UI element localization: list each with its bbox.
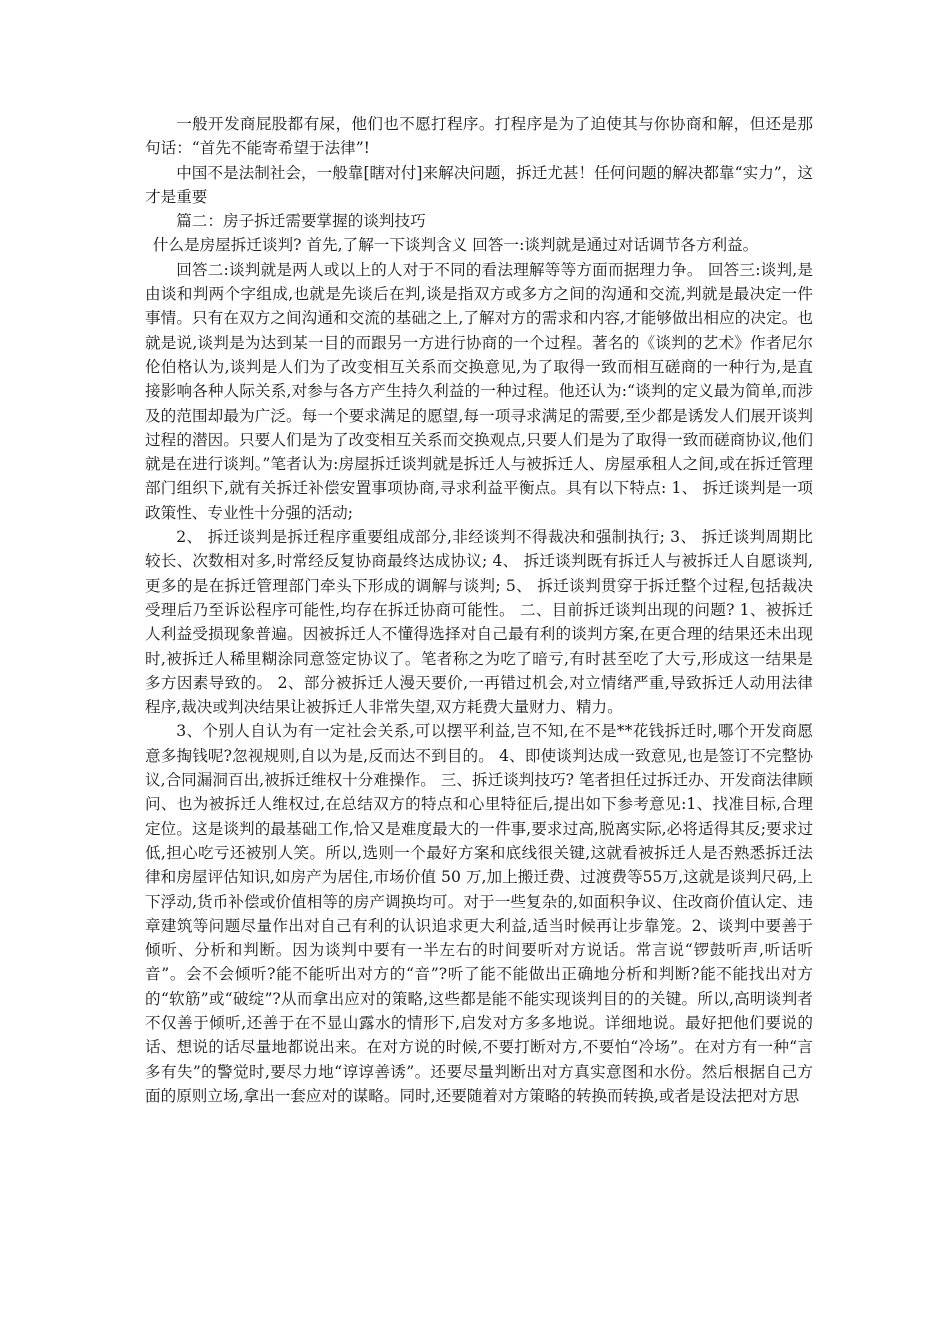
paragraph-techniques: 3、个别人自认为有一定社会关系,可以摆平利益,岂不知,在不是**花钱拆迁时,哪个开发商愿意多掏钱呢?忽视规则,自以为是,反而达不到目的。 4、即使谈判达成一致意见,也是签订不完整协议,合同漏洞百出,被拆迁维权十分难操作。 三、拆迁谈判技巧? 笔者担任过拆迁办、开发商法律顾问、也为被拆迁人维权过,在总结双方的特点和心里特征后,提出如下参考意见:1、找准目标,合理定位。这是谈判的最基础工作,恰又是难度最大的一件事,要求过高,脱离实际,必将适得其反;要求过低,担心吃亏还被别人笑。所以,选则一个最好方案和底线很关键,这就看被拆迁人是否熟悉拆迁法律和房屋评估知识,如房产为居住,市场价值 50 万,加上搬迁费、过渡费等55万,这就是谈判尺码,上下浮动,货币补偿或价值相等的房产调换均可。对于一些复杂的,如面积争议、住改商价值认定、违章建筑等问题尽量作出对自己有利的认识追求更大利益,适当时候再让步靠笼。2、谈判中要善于倾听、分析和判断。因为谈判中要有一半左右的时间要听对方说话。常言说“锣鼓听声,听话听音”。会不会倾听?能不能听出对方的“音”?听了能不能做出正确地分析和判断?能不能找出对方的“软筋”或“破绽”?从而拿出应对的策略,这些都是能不能实现谈判目的的关键。所以,高明谈判者不仅善于倾听,还善于在不显山露水的情形下,启发对方多多地说。详细地说。最好把他们要说的话、想说的话尽量地都说出来。在对方说的时候,不要打断对方,不要怕“冷场”。在对方有一种“言多有失”的警觉时,要尽力地“谆谆善诱”。还要尽量判断出对方真实意图和水份。然后根据自己方面的原则立场,拿出一套应对的谋略。同时,还要随着对方策略的转换而转换,或者是设法把对方思: [145, 722, 813, 1105]
paragraph-definitions: 回答二:谈判就是两人或以上的人对于不同的看法理解等等方面而据理力争。 回答三:谈判,是由谈和判两个字组成,也就是先谈后在判,谈是指双方或多方之间的沟通和交流,判就是最决定一件事情。只有在双方之间沟通和交流的基础之上,了解对方的需求和内容,才能够做出相应的决定。也就是说,谈判是为达到某一目的而跟另一方进行协商的一个过程。著名的《谈判的艺术》作者尼尔伦伯格认为,谈判是人们为了改变相互关系而交换意见,为了取得一致而相互磋商的一种行为,是直接影响各种人际关系,对参与各方产生持久利益的一种过程。他还认为:“谈判的定义最为简单,而涉及的范围却最为广泛。每一个要求满足的愿望,每一项寻求满足的需要,至少都是诱发人们展开谈判过程的潜因。只要人们是为了改变相互关系而交换观点,只要人们是为了取得一致而磋商协议,他们就是在进行谈判。”笔者认为:房屋拆迁谈判就是拆迁人与被拆迁人、房屋承租人之间,或在拆迁管理部门组织下,就有关拆迁补偿安置事项协商,寻求利益平衡点。具有以下特点: 1、 拆迁谈判是一项政策性、专业性十分强的活动;: [145, 260, 813, 522]
paragraph-what-is-negotiation: 什么是房屋拆迁谈判? 首先,了解一下谈判含义 回答一:谈判就是通过对话调节各方利益。: [152, 236, 759, 255]
paragraph-characteristics: 2、 拆迁谈判是拆迁程序重要组成部分,非经谈判不得裁决和强制执行; 3、 拆迁谈判周期比较长、次数相对多,时常经反复协商最终达成协议; 4、 拆迁谈判既有拆迁人与被拆迁人自愿谈判,更多的是在拆迁管理部门牵头下形成的调解与谈判; 5、 拆迁谈判贯穿于拆迁整个过程,包括裁决受理后乃至诉讼程序可能性,均存在拆迁协商可能性。 二、目前拆迁谈判出现的问题? 1、被拆迁人利益受损现象普遍。因被拆迁人不懂得选择对自己最有利的谈判方案,在更合理的结果还未出现时,被拆迁人稀里糊涂同意签定协议了。笔者称之为吃了暗亏,有时甚至吃了大亏,形成这一结果是多方因素导致的。 2、部分被拆迁人漫天要价,一再错过机会,对立情绪严重,导致拆迁人动用法律程序,裁决或判决结果让被拆迁人非常失望,双方耗费大量财力、精力。: [145, 528, 813, 717]
section-heading: 篇二：房子拆迁需要掌握的谈判技巧: [176, 212, 426, 231]
document-body: [145, 112, 813, 1108]
paragraph-developer: 一般开发商屁股都有屎，他们也不愿打程序。打程序是为了迫使其与你协商和解，但还是那句话：“首先不能寄希望于法律”!: [145, 115, 813, 158]
paragraph-china-society: 中国不是法制社会，一般靠[瞎对付]来解决问题，拆迁尤甚！任何问题的解决都靠“实力”，这才是重要: [145, 163, 813, 206]
